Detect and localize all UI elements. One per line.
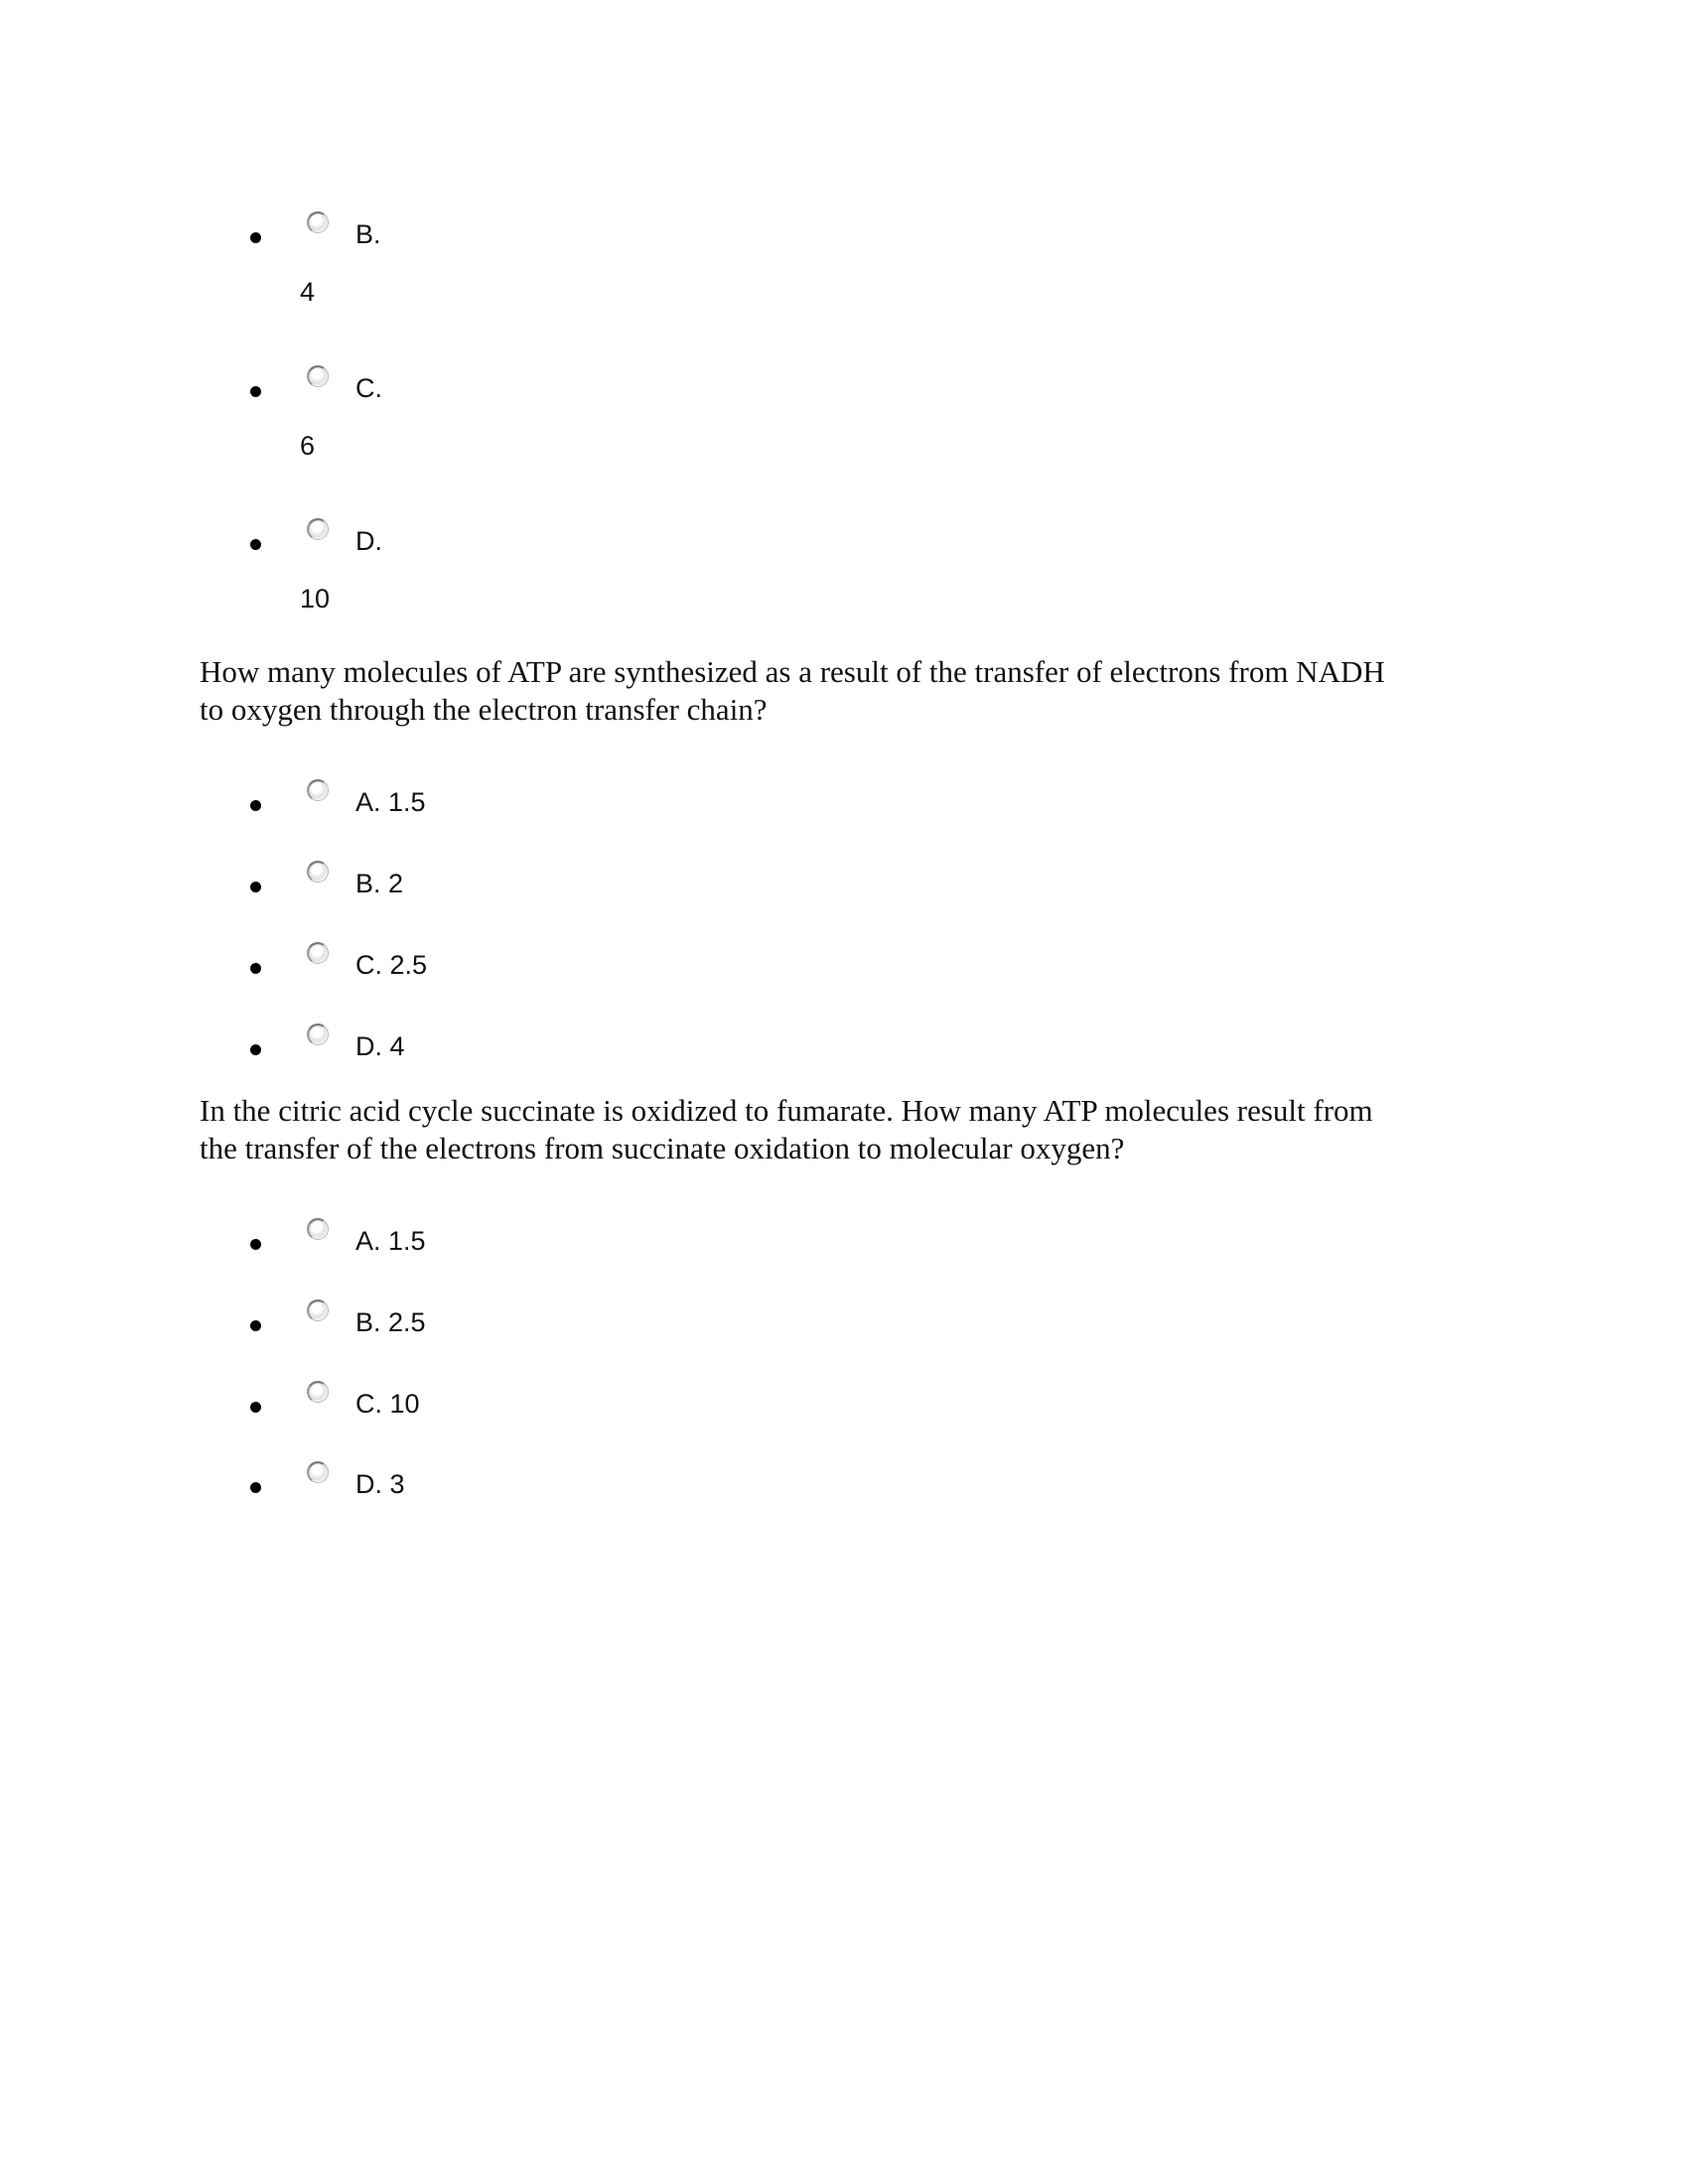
- option-label: B. 2.5: [355, 1307, 426, 1337]
- radio-button-icon[interactable]: [307, 365, 329, 387]
- question-line: How many molecules of ATP are synthesized as a result of the transfer of electrons from NADH: [200, 654, 1385, 689]
- nadh-option-a[interactable]: [0, 779, 1688, 839]
- bullet: [250, 1402, 261, 1413]
- bullet: [250, 232, 261, 243]
- bullet: [250, 386, 261, 397]
- question-line: to oxygen through the electron transfer chain?: [200, 692, 768, 727]
- question-line: In the citric acid cycle succinate is oxidized to fumarate. How many ATP molecules result from: [200, 1093, 1373, 1128]
- option-label: B. 2: [355, 869, 404, 898]
- bullet: [250, 1239, 261, 1250]
- bullet: [250, 882, 261, 892]
- nadh-option-c[interactable]: [0, 942, 1688, 1002]
- prev-option-c[interactable]: [0, 365, 1688, 461]
- succinate-option-c[interactable]: [0, 1381, 1688, 1440]
- radio-button-icon[interactable]: [307, 779, 329, 801]
- succinate-option-b[interactable]: [0, 1299, 1688, 1359]
- prev-option-b[interactable]: [0, 211, 1688, 307]
- option-label: D. 4: [355, 1031, 405, 1061]
- radio-button-icon[interactable]: [307, 211, 329, 233]
- question-succinate-text: [200, 1092, 1510, 1167]
- bullet: [250, 539, 261, 550]
- prev-option-d[interactable]: [0, 518, 1688, 614]
- option-label: C.: [355, 373, 382, 403]
- bullet: [250, 1320, 261, 1331]
- option-label: D. 3: [355, 1469, 405, 1499]
- option-label: B.: [355, 219, 381, 249]
- bullet: [250, 1482, 261, 1493]
- option-label: A. 1.5: [355, 787, 426, 817]
- radio-button-icon[interactable]: [307, 861, 329, 883]
- radio-button-icon[interactable]: [307, 942, 329, 964]
- option-label: D.: [355, 526, 382, 556]
- option-value: 10: [300, 584, 331, 614]
- bullet: [250, 1044, 261, 1055]
- radio-button-icon[interactable]: [307, 1381, 329, 1403]
- bullet: [250, 800, 261, 811]
- option-label: C. 10: [355, 1389, 420, 1419]
- radio-button-icon[interactable]: [307, 518, 329, 540]
- radio-button-icon[interactable]: [307, 1218, 329, 1240]
- nadh-option-d[interactable]: [0, 1024, 1688, 1083]
- option-label: A. 1.5: [355, 1226, 426, 1256]
- nadh-option-b[interactable]: [0, 861, 1688, 920]
- option-value: 4: [300, 277, 316, 307]
- succinate-option-a[interactable]: [0, 1218, 1688, 1278]
- bullet: [250, 963, 261, 974]
- question-nadh-text: [200, 653, 1510, 729]
- option-value: 6: [300, 431, 316, 461]
- succinate-option-d[interactable]: [0, 1461, 1688, 1521]
- radio-button-icon[interactable]: [307, 1024, 329, 1045]
- question-line: the transfer of the electrons from succinate oxidation to molecular oxygen?: [200, 1131, 1125, 1165]
- radio-button-icon[interactable]: [307, 1461, 329, 1483]
- radio-button-icon[interactable]: [307, 1299, 329, 1321]
- option-label: C. 2.5: [355, 950, 428, 980]
